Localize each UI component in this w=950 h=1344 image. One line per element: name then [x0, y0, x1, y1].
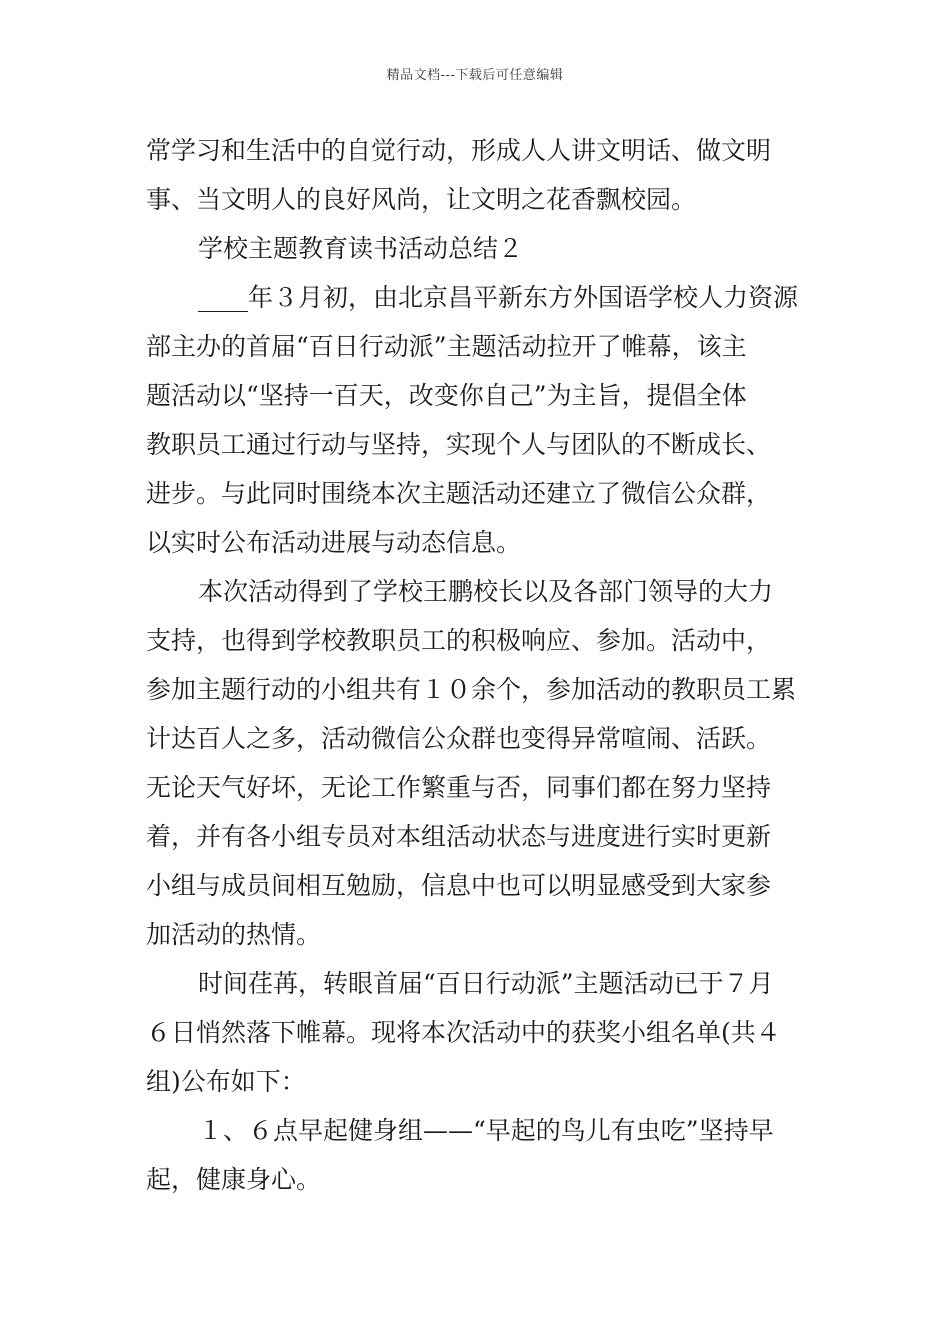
- text-line: 教职员工通过行动与坚持，实现个人与团队的不断成长、: [146, 430, 772, 459]
- text-line: 加活动的热情。: [146, 920, 322, 949]
- text-line: 以实时公布活动进展与动态信息。: [146, 528, 522, 557]
- text-line: 计达百人之多，活动微信公众群也变得异常喧闹、活跃。: [146, 724, 772, 753]
- page-header: 精品文档---下载后可任意编辑: [386, 68, 564, 83]
- text-line: ____年３月初，由北京昌平新东方外国语学校人力资源: [198, 283, 799, 312]
- text-line: 事、当文明人的良好风尚，让文明之花香飘校园。: [146, 185, 697, 214]
- text-line: 小组与成员间相互勉励，信息中也可以明显感受到大家参: [146, 871, 772, 900]
- text-line: ６日悄然落下帷幕。现将本次活动中的获奖小组名单(共４: [146, 1018, 781, 1047]
- document-body: [146, 126, 808, 1204]
- text-line: 常学习和生活中的自觉行动，形成人人讲文明话、做文明: [146, 136, 772, 165]
- text-line: 题活动以“坚持一百天，改变你自己”为主旨，提倡全体: [146, 381, 747, 410]
- text-line: 无论天气好坏，无论工作繁重与否，同事们都在努力坚持: [146, 773, 772, 802]
- text-line: 支持，也得到学校教职员工的积极响应、参加。活动中，: [146, 626, 772, 655]
- text-line: 组)公布如下：: [146, 1067, 306, 1096]
- text-line: 本次活动得到了学校王鹏校长以及各部门领导的大力: [198, 577, 774, 606]
- list-item: １、６点早起健身组——“早起的鸟儿有虫吃”坚持早: [198, 1116, 774, 1145]
- text-line: 时间荏苒，转眼首届“百日行动派”主题活动已于７月: [198, 969, 774, 998]
- text-line: 部主办的首届“百日行动派”主题活动拉开了帷幕，该主: [146, 332, 747, 361]
- text-line: 着，并有各小组专员对本组活动状态与进度进行实时更新: [146, 822, 772, 851]
- section-title: 学校主题教育读书活动总结２: [198, 234, 524, 263]
- text-line: 起，健康身心。: [146, 1165, 322, 1194]
- text-line: 进步。与此同时围绕本次主题活动还建立了微信公众群，: [146, 479, 772, 508]
- text-line: 参加主题行动的小组共有１０余个，参加活动的教职员工累: [146, 675, 797, 704]
